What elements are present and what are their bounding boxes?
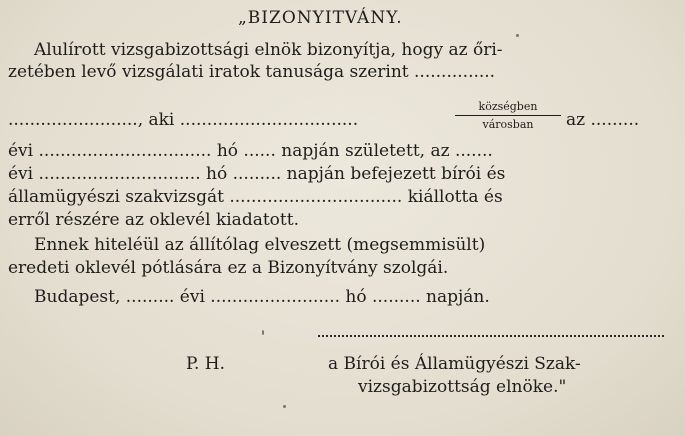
paper-speck bbox=[516, 34, 519, 37]
text-line-6: államügyészi szakvizsgát ................................ kiállotta és bbox=[8, 187, 503, 207]
text-line-5: évi .............................. hó ......... napján befejezett bírói és bbox=[8, 164, 506, 184]
fraction-top: községben bbox=[455, 100, 561, 116]
signature-line-1: a Bírói és Államügyészi Szak- bbox=[328, 354, 581, 374]
signature-dotted-line bbox=[318, 335, 664, 337]
text-line-3: ........................, aki ................................. bbox=[8, 110, 359, 130]
text-line-4: évi ................................ hó ...... napján született, az ....... bbox=[8, 141, 493, 161]
document-title: „BIZONYITVÁNY. bbox=[238, 8, 403, 28]
paper-speck bbox=[283, 405, 286, 408]
text-line-2: zetében levő vizsgálati iratok tanusága szerint ............... bbox=[8, 62, 496, 82]
paper-speck bbox=[262, 330, 264, 335]
place-fraction bbox=[455, 100, 561, 131]
stamp-label: P. H. bbox=[186, 354, 226, 374]
text-after-fraction: az ......... bbox=[566, 110, 640, 130]
fraction-bottom: városban bbox=[482, 118, 534, 131]
text-line-1: Alulírott vizsgabizottsági elnök bizonyítja, hogy az őri- bbox=[34, 40, 503, 60]
text-line-10: Budapest, ......... évi ........................ hó ......... napján. bbox=[34, 287, 490, 307]
text-line-9: eredeti oklevél pótlására ez a Bizonyítvány szolgái. bbox=[8, 258, 449, 278]
signature-line-2: vizsgabizottság elnöke." bbox=[358, 377, 567, 397]
text-line-7: erről részére az oklevél kiadatott. bbox=[8, 210, 299, 230]
text-line-8: Ennek hiteléül az állítólag elveszett (megsemmisült) bbox=[34, 235, 486, 255]
